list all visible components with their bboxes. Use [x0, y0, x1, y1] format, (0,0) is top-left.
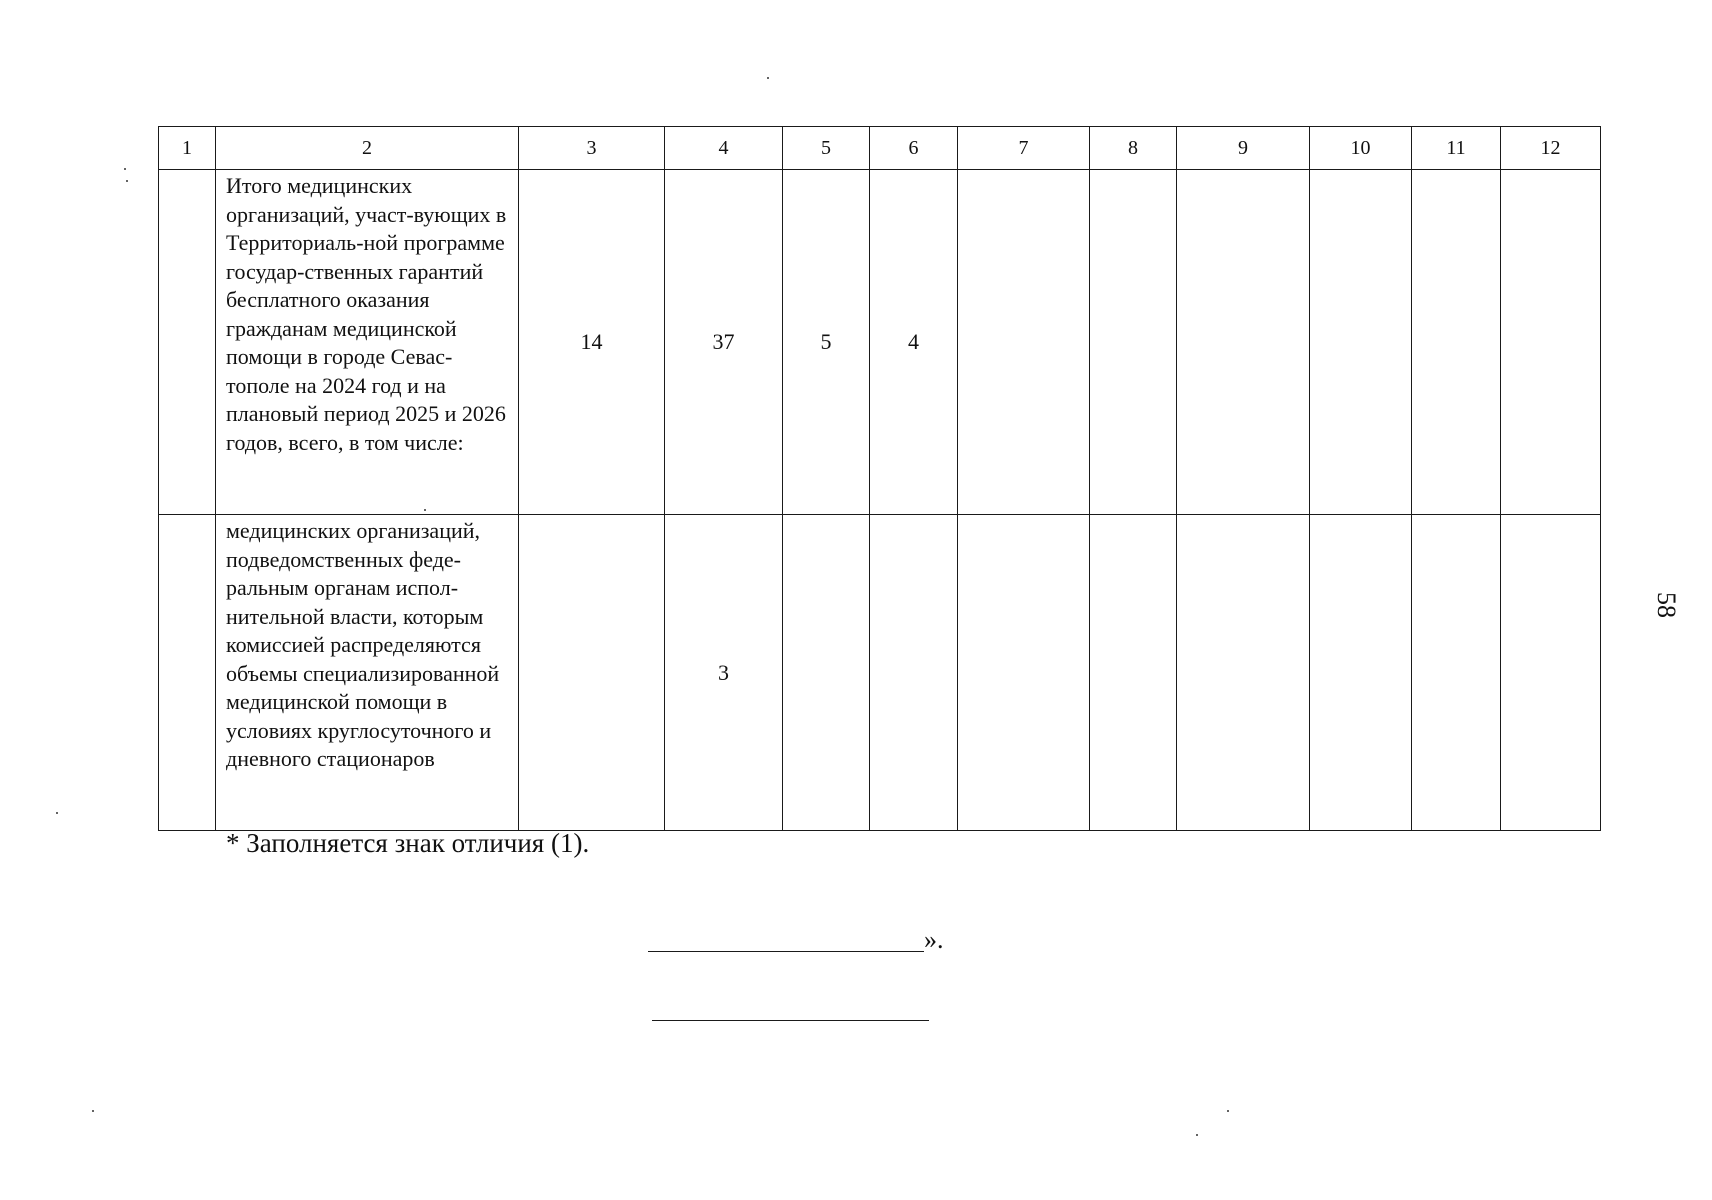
footnote: * Заполняется знак отличия (1).: [226, 828, 590, 858]
table-cell: [1177, 170, 1310, 515]
table-cell: [1412, 515, 1501, 831]
table-row: [159, 170, 1601, 515]
table-cell: [519, 515, 665, 831]
column-header: 11: [1412, 127, 1501, 170]
table-cell: [1177, 515, 1310, 831]
column-header: 1: [159, 127, 216, 170]
column-header: 12: [1501, 127, 1601, 170]
scan-speck: [767, 77, 769, 79]
table-cell: 14: [519, 170, 665, 515]
scan-speck: [1196, 1134, 1198, 1136]
column-header: 8: [1090, 127, 1177, 170]
table-cell: [1090, 170, 1177, 515]
table-cell: [159, 515, 216, 831]
table-cell: [1501, 170, 1601, 515]
table-cell: [159, 170, 216, 515]
data-table: [158, 126, 1601, 831]
column-header: 9: [1177, 127, 1310, 170]
separator-line: [652, 1020, 929, 1021]
page-number: 58: [1652, 592, 1681, 618]
table-row: [159, 515, 1601, 831]
column-header: 4: [665, 127, 783, 170]
table-cell: [870, 515, 958, 831]
table-cell: [1501, 515, 1601, 831]
scan-speck: [124, 168, 126, 170]
column-header: 6: [870, 127, 958, 170]
table-cell: [783, 515, 870, 831]
table-cell: [958, 515, 1090, 831]
table-cell: [1310, 170, 1412, 515]
column-header: 2: [216, 127, 519, 170]
scan-speck: [92, 1110, 94, 1112]
table-cell: 3: [665, 515, 783, 831]
row-description: медицинских организаций, подведомственных феде-ральным органам испол-нительной власти, которым комиссией распределяются объемы специализированной медицинской помощи в условиях круглосуточного и дневного стационаров: [216, 515, 519, 831]
table-cell: [958, 170, 1090, 515]
table-cell: 37: [665, 170, 783, 515]
table-cell: [1090, 515, 1177, 831]
column-header: 10: [1310, 127, 1412, 170]
scan-speck: [1227, 1110, 1229, 1112]
header-row: [159, 127, 1601, 170]
scan-speck: [424, 509, 426, 511]
table-cell: 4: [870, 170, 958, 515]
scan-speck: [126, 180, 128, 182]
column-header: 7: [958, 127, 1090, 170]
table-cell: [1310, 515, 1412, 831]
row-description: Итого медицинских организаций, участ-вующих в Территориаль-ной программе государ-ственных гарантий бесплатного оказания гражданам медицинской помощи в городе Севас-тополе на 2024 год и на плановый период 2025 и 2026 годов, всего, в том числе:: [216, 170, 519, 515]
column-header: 5: [783, 127, 870, 170]
scan-speck: [56, 812, 58, 814]
closing-line: [648, 951, 924, 952]
table-cell: 5: [783, 170, 870, 515]
column-header: 3: [519, 127, 665, 170]
closing-quote: ».: [924, 925, 944, 954]
table-cell: [1412, 170, 1501, 515]
